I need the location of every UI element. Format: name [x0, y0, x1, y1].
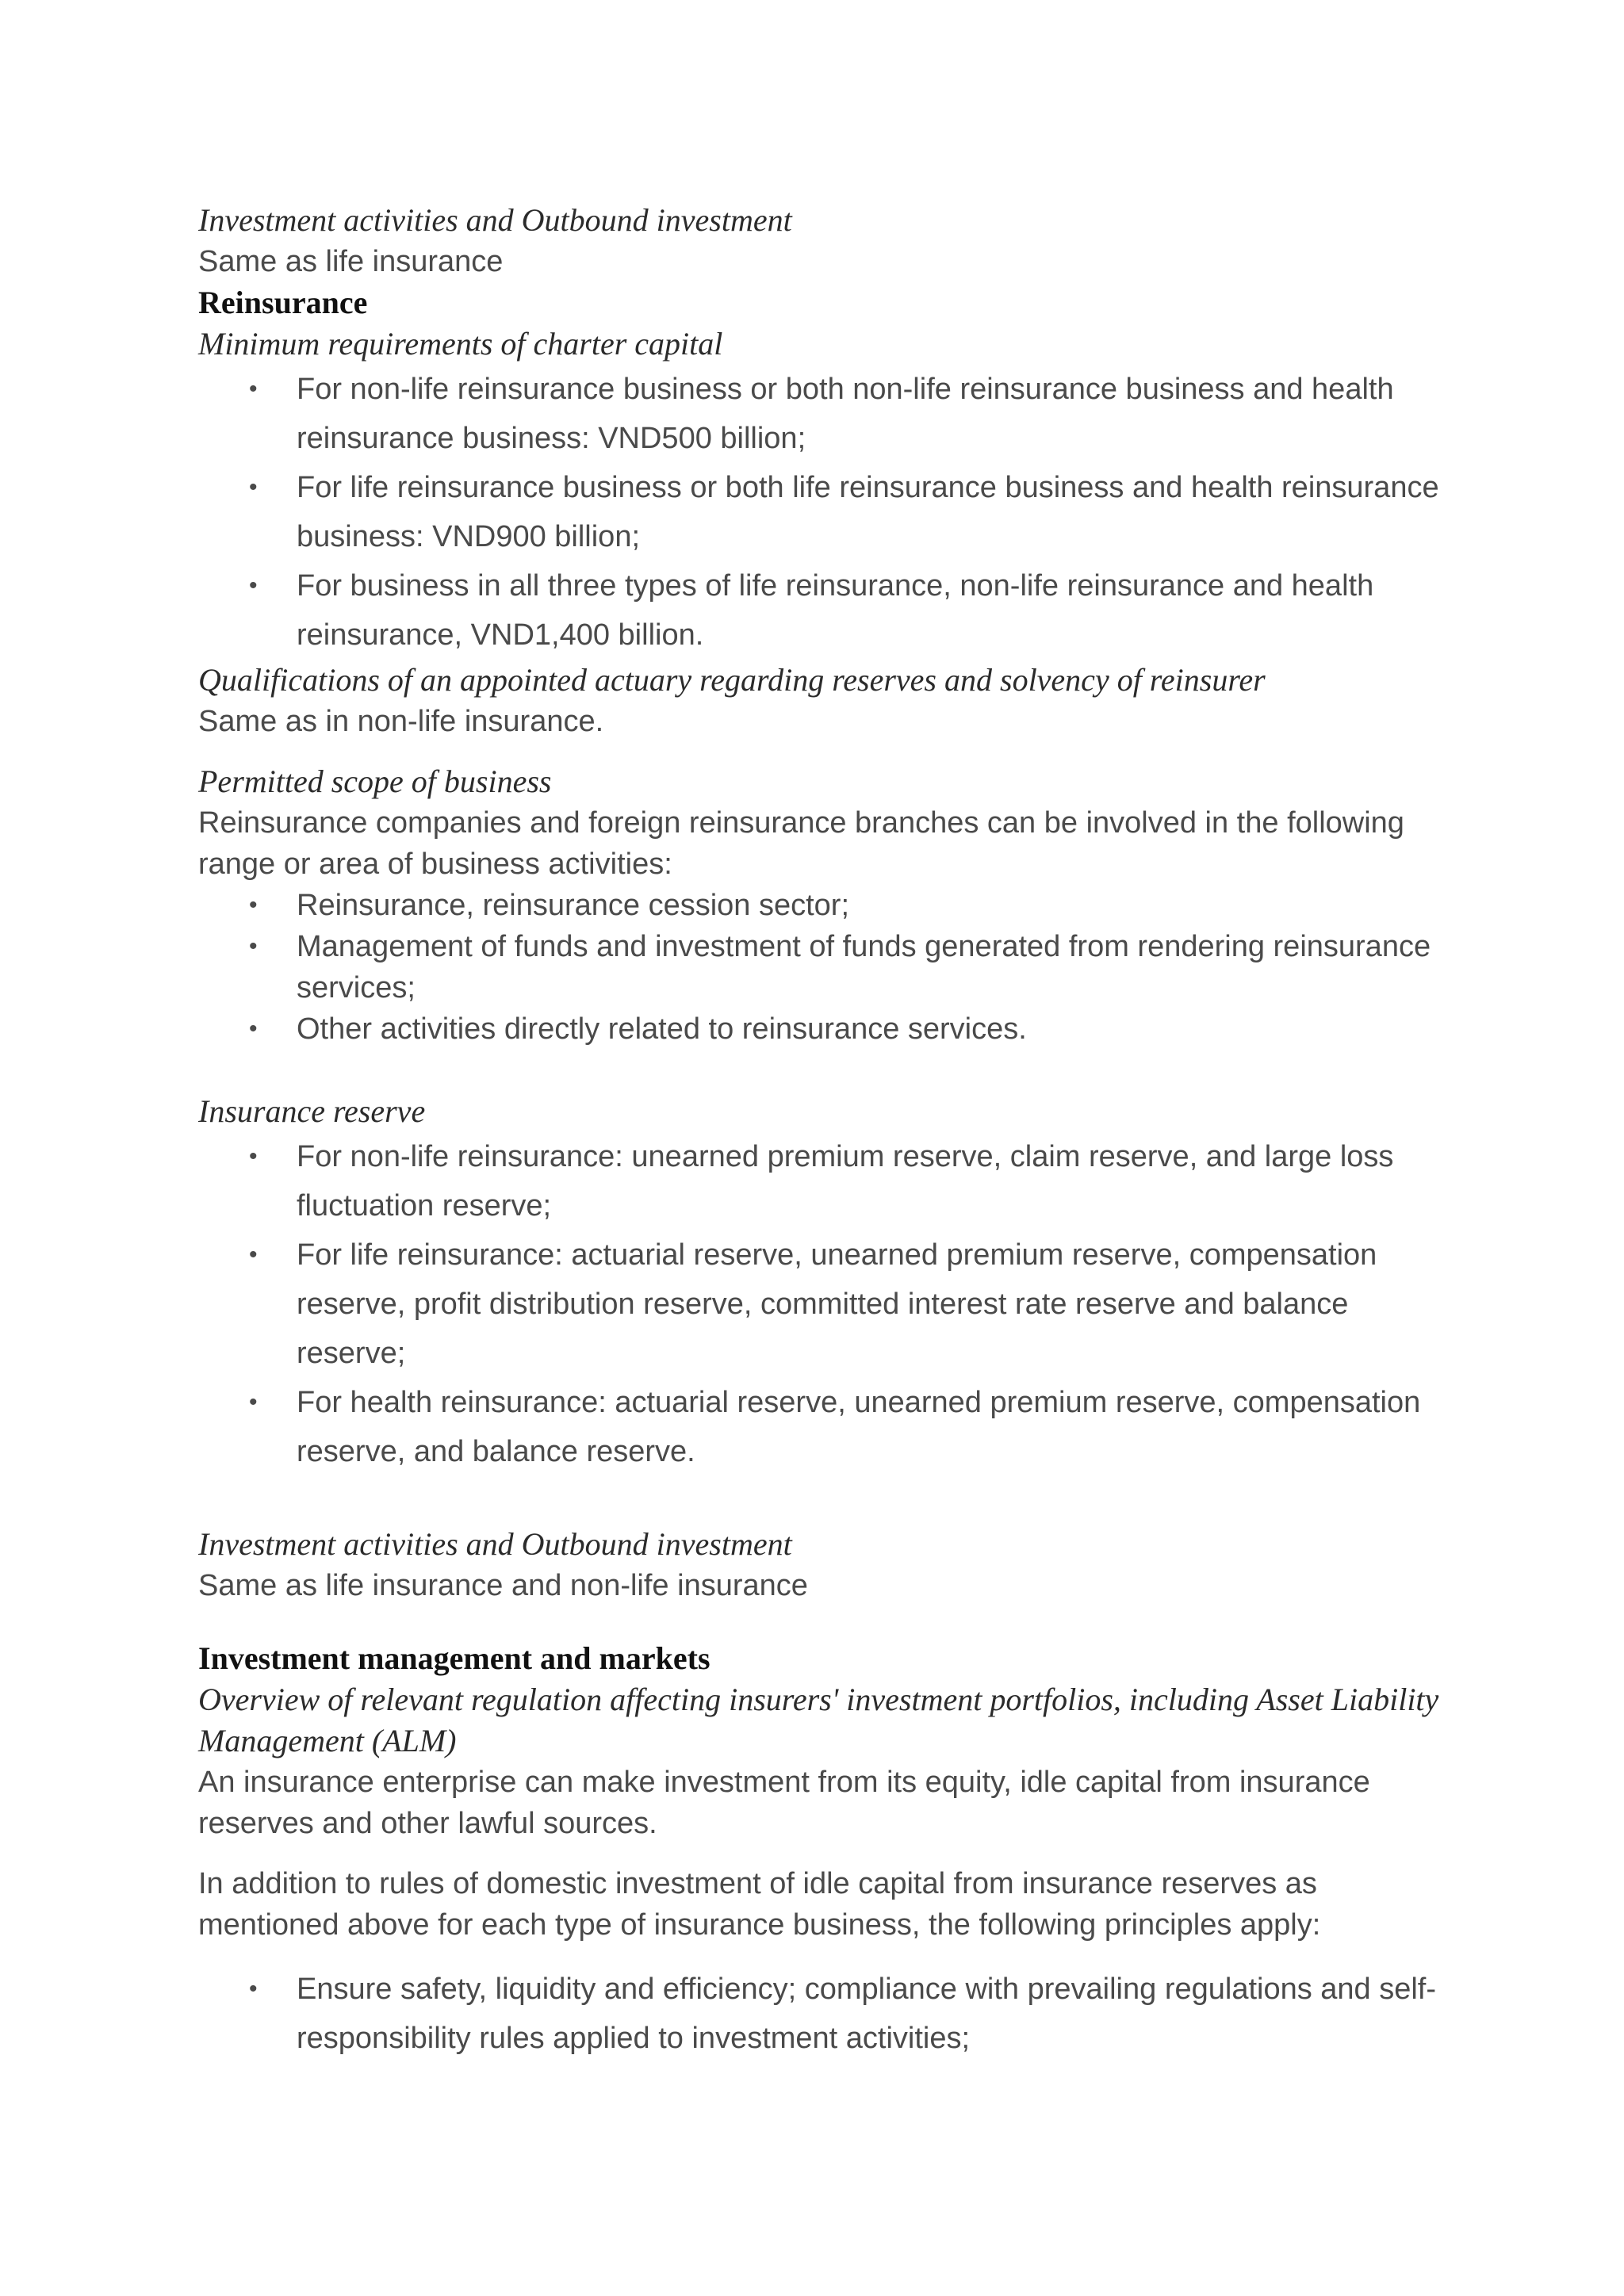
section-title-investment-management: Investment management and markets — [198, 1640, 710, 1676]
spacer — [198, 1946, 1451, 1965]
section-title-reinsurance: Reinsurance — [198, 285, 368, 320]
bullet-icon: • — [249, 1016, 258, 1042]
list-item: • Other activities directly related to reinsurance services. — [198, 1008, 1451, 1050]
text-scope-intro: Reinsurance companies and foreign reinsurance branches can be involved in the following range or area of business activities: — [198, 806, 1404, 881]
text-markets-para2: In addition to rules of domestic investment of idle capital from insurance reserves as mentioned above for each type of insurance business, the following principles apply: — [198, 1867, 1321, 1942]
scope-list — [198, 885, 1451, 1050]
insurance-reserve-list — [198, 1132, 1451, 1476]
text-actuary: Same as in non-life insurance. — [198, 705, 604, 738]
spacer — [198, 1844, 1451, 1863]
charter-capital-list — [198, 365, 1451, 660]
list-item: • For business in all three types of life reinsurance, non-life reinsurance and health reinsurance, VND1,400 billion. — [198, 561, 1451, 660]
text-reinsurance-investment: Same as life insurance and non-life insurance — [198, 1569, 808, 1602]
bullet-icon: • — [249, 1976, 258, 2002]
list-item: • Ensure safety, liquidity and efficiency; compliance with prevailing regulations and self-responsibility rules applied to investment activities; — [198, 1965, 1451, 2063]
bullet-icon: • — [249, 1143, 258, 1169]
list-item: • Management of funds and investment of funds generated from rendering reinsurance services; — [198, 926, 1451, 1008]
subheading-scope: Permitted scope of business — [198, 763, 552, 799]
subheading-insurance-reserve: Insurance reserve — [198, 1093, 426, 1129]
list-item: • Reinsurance, reinsurance cession sector; — [198, 885, 1451, 926]
list-item: • For life reinsurance business or both life reinsurance business and health reinsurance business: VND900 billion; — [198, 463, 1451, 561]
bullet-icon: • — [249, 376, 258, 402]
list-item: • For non-life reinsurance: unearned premium reserve, claim reserve, and large loss fluctuation reserve; — [198, 1132, 1451, 1230]
list-item: • For health reinsurance: actuarial reserve, unearned premium reserve, compensation reserve, and balance reserve. — [198, 1378, 1451, 1476]
spacer — [198, 1050, 1451, 1091]
section-text-investment-activities: Same as life insurance — [198, 245, 504, 278]
spacer — [198, 1476, 1451, 1524]
investment-principles-list — [198, 1965, 1451, 2063]
list-item: • For non-life reinsurance business or both non-life reinsurance business and health reinsurance business: VND500 billion; — [198, 365, 1451, 463]
bullet-icon: • — [249, 892, 258, 918]
document-page — [198, 200, 1451, 2063]
text-markets-para1: An insurance enterprise can make investment from its equity, idle capital from insurance reserves and other lawful sources. — [198, 1766, 1370, 1840]
bullet-icon: • — [249, 933, 258, 959]
bullet-icon: • — [249, 1242, 258, 1268]
subheading-reinsurance-investment: Investment activities and Outbound investment — [198, 1526, 792, 1562]
bullet-icon: • — [249, 572, 258, 599]
bullet-icon: • — [249, 1389, 258, 1415]
subheading-charter-capital: Minimum requirements of charter capital — [198, 326, 723, 362]
bullet-icon: • — [249, 474, 258, 500]
list-item: • For life reinsurance: actuarial reserve, unearned premium reserve, compensation reserve, profit distribution reserve, committed interest rate reserve and balance reserve; — [198, 1230, 1451, 1378]
subheading-actuary: Qualifications of an appointed actuary regarding reserves and solvency of reinsurer — [198, 662, 1266, 698]
spacer — [198, 1606, 1451, 1638]
spacer — [198, 742, 1451, 761]
subheading-overview-alm: Overview of relevant regulation affecting insurers' investment portfolios, including Asset Liability Management (ALM) — [198, 1682, 1439, 1758]
section-heading-investment-activities: Investment activities and Outbound investment — [198, 202, 792, 238]
